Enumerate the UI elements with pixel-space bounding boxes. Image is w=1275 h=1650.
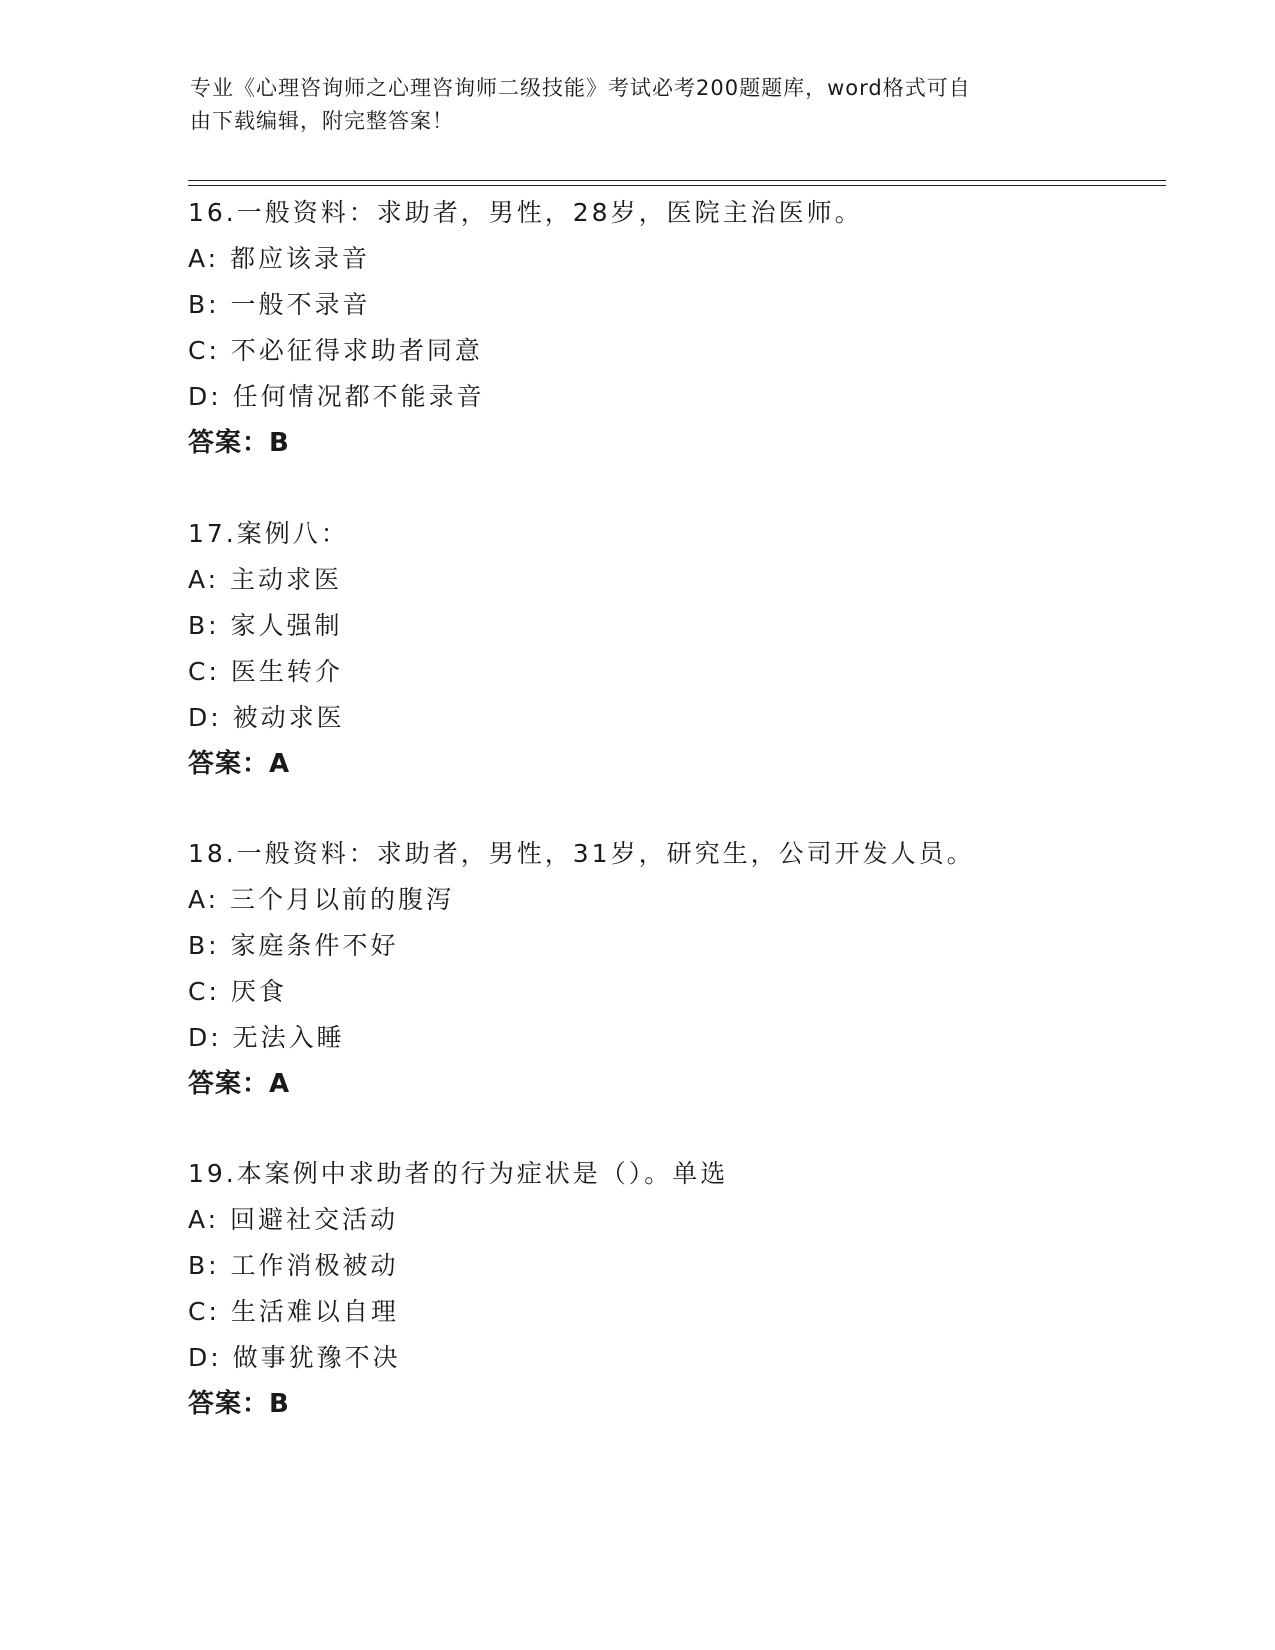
header-divider-top (188, 180, 1166, 181)
question-stem: 16.一般资料：求助者，男性，28岁，医院主治医师。 (188, 198, 863, 227)
option-a: A: 都应该录音 (188, 244, 371, 273)
answer: 答案：A (188, 749, 291, 779)
question-16 (188, 190, 1188, 466)
option-d: D: 任何情况都不能录音 (188, 382, 485, 411)
option-a: A: 三个月以前的腹泻 (188, 885, 455, 914)
header-line-1: 专业《心理咨询师之心理咨询师二级技能》考试必考200题题库，word格式可自 (190, 76, 971, 100)
answer: 答案：B (188, 428, 290, 458)
question-17 (188, 511, 1188, 787)
option-d: D: 无法入睡 (188, 1023, 345, 1052)
option-b: B: 家庭条件不好 (188, 931, 399, 960)
option-b: B: 家人强制 (188, 611, 343, 640)
option-a: A: 回避社交活动 (188, 1205, 399, 1234)
question-18 (188, 831, 1188, 1107)
question-19 (188, 1151, 1188, 1427)
option-b: B: 一般不录音 (188, 290, 371, 319)
question-stem: 17.案例八： (188, 519, 349, 548)
question-stem: 18.一般资料：求助者，男性，31岁，研究生，公司开发人员。 (188, 839, 975, 868)
document-header (190, 72, 1090, 138)
option-c: C: 医生转介 (188, 657, 343, 686)
option-c: C: 厌食 (188, 977, 287, 1006)
answer: 答案：A (188, 1069, 291, 1099)
option-b: B: 工作消极被动 (188, 1251, 399, 1280)
option-a: A: 主动求医 (188, 565, 343, 594)
header-divider-bottom (188, 185, 1166, 186)
answer: 答案：B (188, 1389, 290, 1419)
option-c: C: 生活难以自理 (188, 1297, 399, 1326)
question-stem: 19.本案例中求助者的行为症状是（）。单选 (188, 1159, 729, 1188)
option-d: D: 被动求医 (188, 703, 345, 732)
option-c: C: 不必征得求助者同意 (188, 336, 483, 365)
header-line-2: 由下载编辑，附完整答案！ (190, 109, 454, 133)
option-d: D: 做事犹豫不决 (188, 1343, 401, 1372)
